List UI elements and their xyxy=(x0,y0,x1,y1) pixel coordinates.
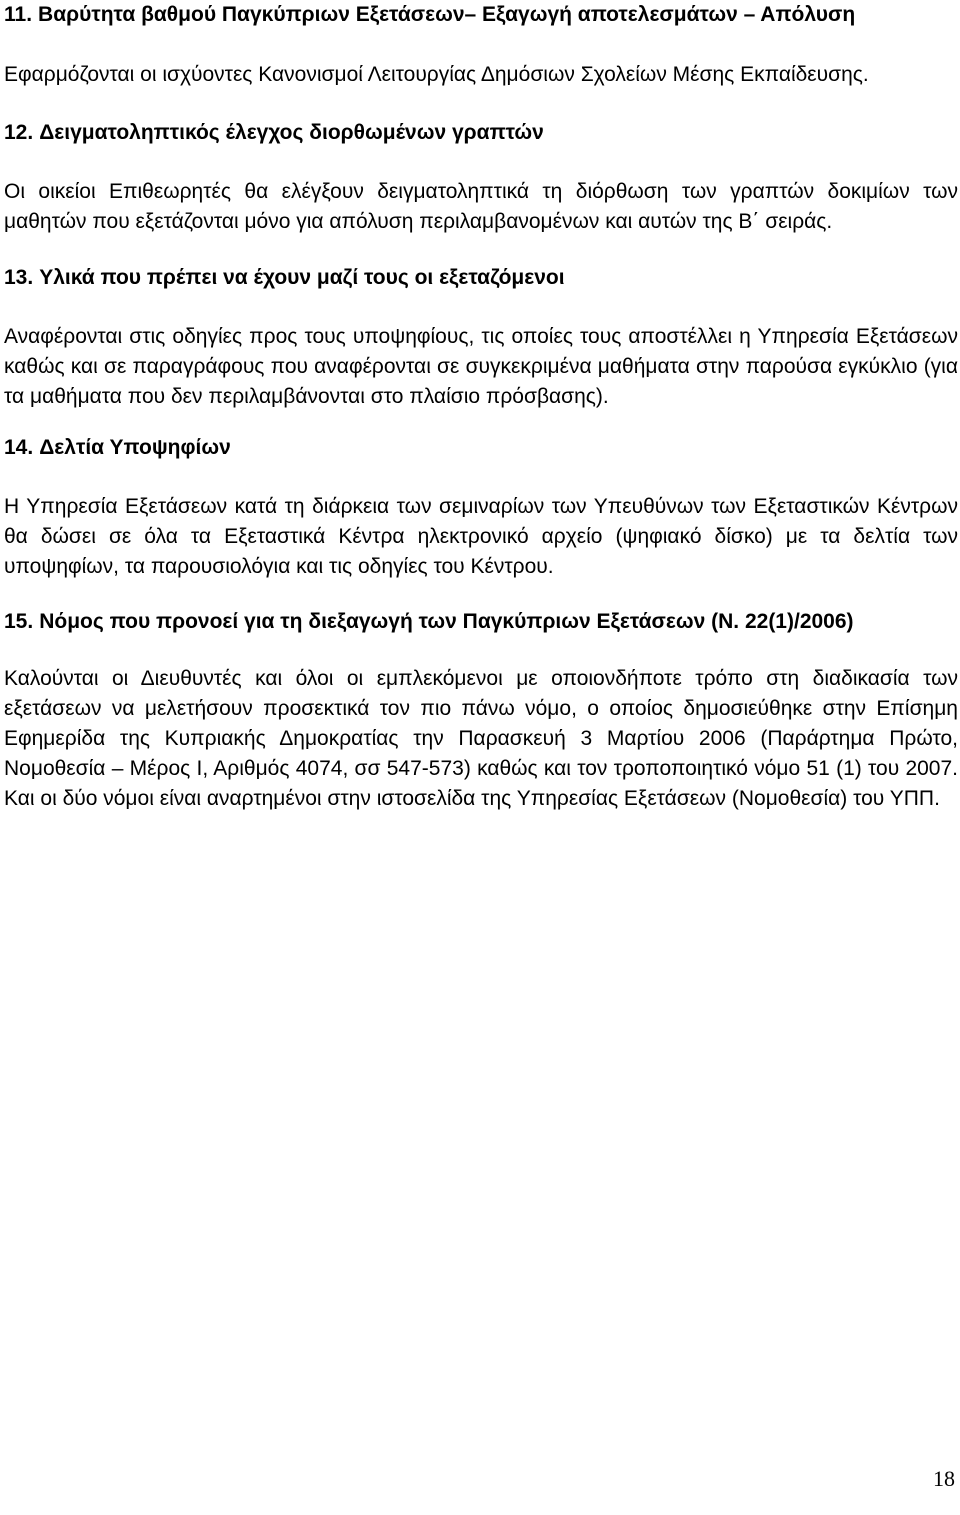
section-paragraph: Εφαρμόζονται οι ισχύοντες Κανονισμοί Λειτουργίας Δημόσιων Σχολείων Μέσης Εκπαίδευσης. xyxy=(4,63,869,86)
section-heading xyxy=(4,263,958,293)
section-heading xyxy=(4,0,958,30)
section-11 xyxy=(4,0,958,90)
section-heading xyxy=(4,607,958,637)
section-title: Υλικά που πρέπει να έχουν μαζί τους οι εξεταζόμενοι xyxy=(39,266,565,289)
section-13 xyxy=(4,263,958,412)
section-12 xyxy=(4,118,958,237)
document-body xyxy=(4,0,958,814)
section-number: 11. xyxy=(4,3,33,26)
section-number: 15. xyxy=(4,610,34,633)
section-15 xyxy=(4,607,958,814)
section-heading xyxy=(4,433,958,463)
section-heading xyxy=(4,118,958,148)
section-title: Βαρύτητα βαθμού Παγκύπριων Εξετάσεων– Εξαγωγή αποτελεσμάτων – Απόλυση xyxy=(38,3,856,26)
section-number: 13. xyxy=(4,266,34,289)
section-title: Δειγματοληπτικός έλεγχος διορθωμένων γραπτών xyxy=(39,121,544,144)
section-14 xyxy=(4,433,958,582)
section-paragraph: Οι οικείοι Επιθεωρητές θα ελέγξουν δειγματοληπτικά τη διόρθωση των γραπτών δοκιμίων των μαθητών που εξετάζονται μόνο για απόλυση περιλαμβανομένων και αυτών της Β΄ σειράς. xyxy=(4,180,958,233)
section-paragraph: Η Υπηρεσία Εξετάσεων κατά τη διάρκεια των σεμιναρίων των Υπευθύνων των Εξεταστικών Κέντρων θα δώσει σε όλα τα Εξεταστικά Κέντρα ηλεκτρονικό αρχείο (ψηφιακό δίσκο) με τα δελτία των υποψηφίων, τα παρουσιολόγια και τις οδηγίες του Κέντρου. xyxy=(4,495,958,578)
section-number: 14. xyxy=(4,436,34,459)
section-title: Νόμος που προνοεί για τη διεξαγωγή των Παγκύπριων Εξετάσεων (Ν. 22(1)/2006) xyxy=(39,610,854,633)
section-title: Δελτία Υποψηφίων xyxy=(39,436,231,459)
section-number: 12. xyxy=(4,121,34,144)
section-paragraph: Αναφέρονται στις οδηγίες προς τους υποψηφίους, τις οποίες τους αποστέλλει η Υπηρεσία Εξετάσεων καθώς και σε παραγράφους που αναφέρονται σε συγκεκριμένα μαθήματα στην παρούσα εγκύκλιο (για τα μαθήματα που δεν περιλαμβάνονται στο πλαίσιο πρόσβασης). xyxy=(4,325,958,408)
section-paragraph: Καλούνται οι Διευθυντές και όλοι οι εμπλεκόμενοι με οποιονδήποτε τρόπο στη διαδικασία των εξετάσεων να μελετήσουν προσεκτικά τον πιο πάνω νόμο, ο οποίος δημοσιεύθηκε στην Επίσημη Εφημερίδα της Κυπριακής Δημοκρατίας την Παρασκευή 3 Μαρτίου 2006 (Παράρτημα Πρώτο, Νομοθεσία – Μέρος Ι, Αριθμός 4074, σσ 547-573) καθώς και τον τροποποιητικό νόμο 51 (1) του 2007. Και οι δύο νόμοι είναι αναρτημένοι στην ιστοσελίδα της Υπηρεσίας Εξετάσεων (Νομοθεσία) του ΥΠΠ. xyxy=(4,667,958,810)
page-number: 18 xyxy=(933,1466,955,1491)
